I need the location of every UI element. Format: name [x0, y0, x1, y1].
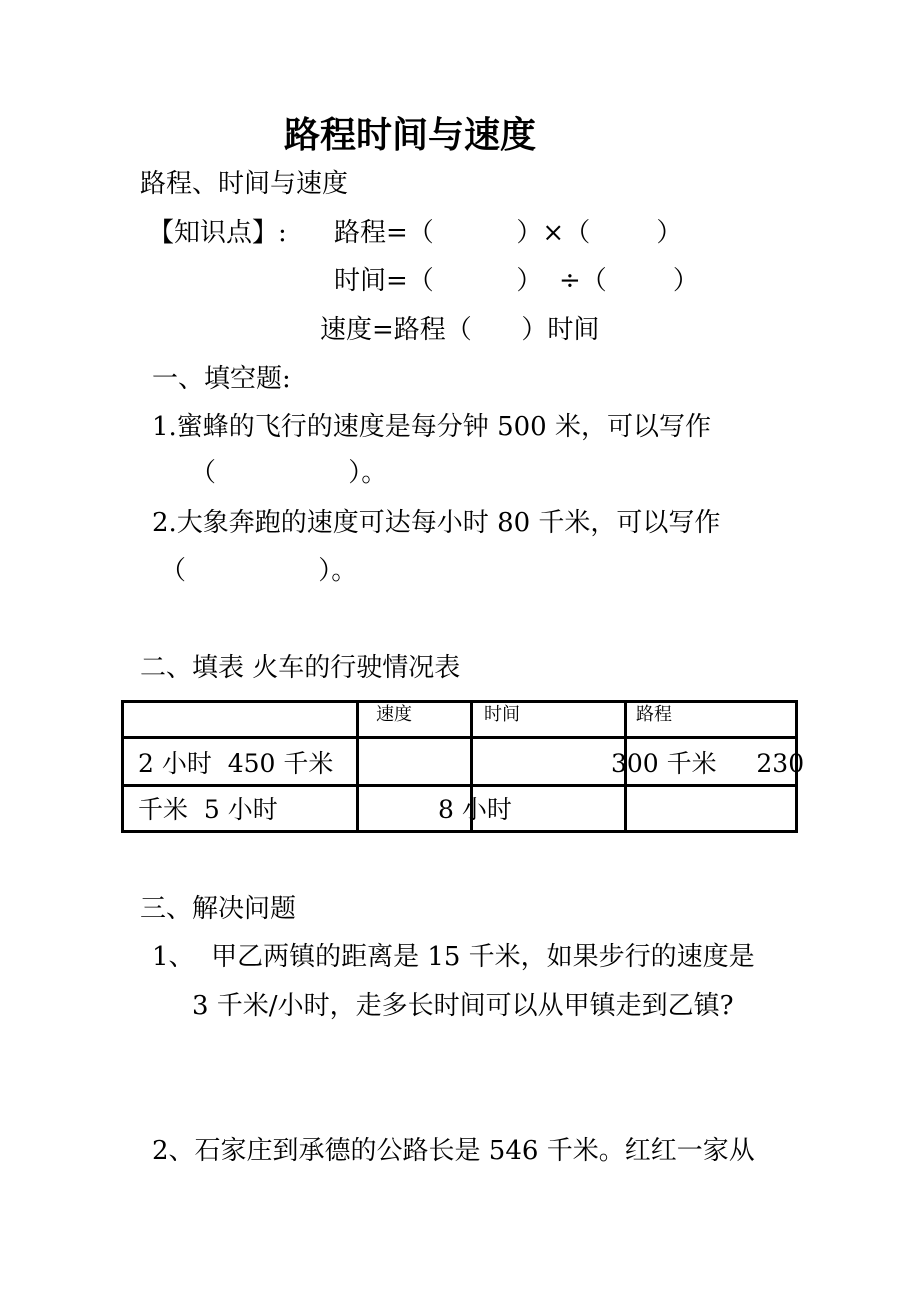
table-border-top	[121, 700, 798, 703]
table-header-time: 时间	[484, 704, 520, 725]
page-title: 路程时间与速度	[283, 115, 536, 156]
table-cell: 千米 5 小时	[138, 795, 278, 824]
section2-heading: 二、填表 火车的行驶情况表	[140, 653, 461, 683]
formula-distance: 路程=（ ）×（ ）	[334, 218, 683, 248]
table-border-left	[121, 700, 124, 833]
table-cell: 300 千米 230	[611, 749, 805, 778]
problem-2-line1: 2、石家庄到承德的公路长是 546 千米。红红一家从	[152, 1136, 755, 1166]
section3-heading: 三、解决问题	[140, 894, 297, 924]
table-header-speed: 速度	[376, 704, 412, 725]
table-cell: 8 小时	[438, 795, 512, 824]
problem-1-line1: 1、 甲乙两镇的距离是 15 千米，如果步行的速度是	[152, 942, 755, 972]
table-cell: 2 小时 450 千米	[138, 749, 334, 778]
table-rule	[121, 784, 798, 787]
formula-time: 时间=（ ） ÷（ ）	[334, 266, 699, 296]
table-border-bottom	[121, 830, 798, 833]
subtitle: 路程、时间与速度	[140, 169, 349, 199]
knowledge-label: 【知识点】:	[148, 218, 287, 248]
table-column-rule	[356, 700, 359, 833]
formula-speed: 速度=路程（ ）时间	[320, 315, 600, 345]
section1-heading: 一、填空题:	[152, 364, 291, 394]
table-header-distance: 路程	[636, 704, 672, 725]
question-2-blank: （ ）。	[160, 556, 358, 586]
problem-1-line2: 3 千米/小时，走多长时间可以从甲镇走到乙镇?	[192, 991, 734, 1021]
question-2-line1: 2.大象奔跑的速度可达每小时 80 千米，可以写作	[152, 508, 721, 538]
question-1-blank: （ ）。	[190, 458, 388, 488]
question-1-line1: 1.蜜蜂的飞行的速度是每分钟 500 米，可以写作	[152, 412, 711, 442]
table-rule	[121, 736, 798, 739]
